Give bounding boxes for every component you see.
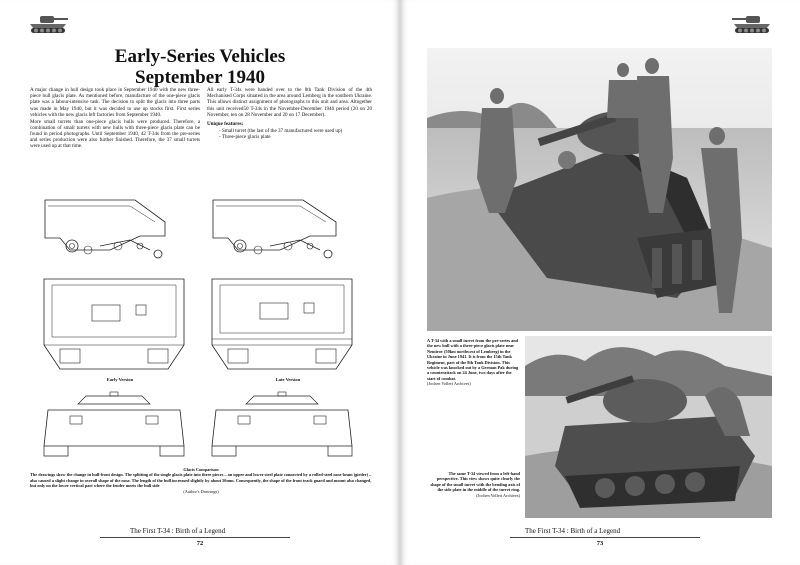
late-side-drawing xyxy=(208,188,348,270)
feature-item: - Three-piece glacis plate xyxy=(219,134,372,140)
label-late-version: Late Version xyxy=(275,377,301,382)
caption-credit: (Author's Drawings) xyxy=(183,488,219,494)
right-page xyxy=(400,0,800,565)
drawing-caption xyxy=(30,467,372,494)
caption-1-credit: (Jochen Vollert Archives) xyxy=(427,381,471,387)
title-line-1: Early-Series Vehicles xyxy=(114,46,286,67)
title-line-2: September 1940 xyxy=(135,67,265,88)
label-early-version: Early Version xyxy=(106,377,134,382)
early-side-drawing xyxy=(40,188,180,270)
caption-1-text: A T-34 with a small turret from the pre-series and the new hull with a three-piece glacis plate near Nemirov (50km northwest of Lemberg) in the Ukraine in June 1941. It is from the 15th Tank Regiment, part of the 8th Tank Division. This vehicle was knocked out by a German Pak during a counterattack on 24 June, two days after the start of combat. xyxy=(427,338,519,381)
features-list xyxy=(207,128,372,140)
late-lower-drawing xyxy=(208,390,356,460)
footer-rule xyxy=(510,537,700,538)
paragraph: All early T-34s were handed over to the 8th Tank Division of the 4th Mechanised Corps situated in the area around Lemberg in the southern Ukraine. This allows distinct assignment of photographs to this unit and area. Altogether this unit received50 T-34s in the November-December 1940 period (20 on 20 November, ten on 28 November and 20 on 17 December). xyxy=(207,87,372,118)
caption-title: Glacis Comparison xyxy=(183,467,219,472)
features-heading: Unique features: xyxy=(207,121,244,128)
late-front-drawing xyxy=(208,275,356,373)
running-title: The First T-34 : Birth of a Legend xyxy=(525,527,621,535)
caption-2-credit: (Jochen Vollert Archives) xyxy=(476,492,520,498)
photo-caption-1 xyxy=(427,338,520,387)
photo-caption-2 xyxy=(427,471,520,498)
early-front-drawing xyxy=(40,275,188,373)
tank-logo-icon xyxy=(730,12,774,36)
feature-item: - Small turret (the last of the 37 manufactured were used up) xyxy=(219,128,372,134)
text-column-2 xyxy=(207,87,372,140)
paragraph: More small turrets than one-piece glacis hulls were produced. Therefore, a combination of small turrets with new hulls with three-piece glacis plate can be found in period photographs. Until September 1940, 42 T-34s from the pre-series and series production were also further finished. Therefore, the 37 small turrets were used up at that time. xyxy=(30,118,200,150)
footer-rule xyxy=(100,537,290,538)
paragraph: A major change in hull design took place in September 1940 with the new three-piece hull glacis plate. As mentioned before, manufacture of the one-piece glacis plate was a labour-intensive task. The decision to split the glacis into three parts was made in May 1940, but it was decided to use up stocks first. First series vehicles with the new glacis left factories from September 1940. xyxy=(30,87,200,118)
early-lower-drawing xyxy=(40,390,188,460)
tank-logo-icon xyxy=(26,12,70,36)
page-number: 72 xyxy=(196,540,204,547)
text-column-1 xyxy=(30,87,200,150)
page-title xyxy=(100,46,300,88)
photo-tank-with-soldiers xyxy=(427,48,772,331)
caption-body: The drawings show the change in hull-front design. The splitting of the single glacis plate into three pieces – an upper and lower steel plate connected by a rolled-steel nose beam (girder) – also caused a slight change in overall shape of the nose. The length of the hull increased slightly by about 50mm. Consequently, the shape of the front track guard and mount also changed, but only on the lower vertical part where the fender meets the hull side xyxy=(30,472,372,489)
running-title: The First T-34 : Birth of a Legend xyxy=(130,527,226,535)
photo-tank-left-view xyxy=(525,336,772,518)
caption-2-text: The same T-34 viewed from a left-hand perspective. This view shows quite clearly the shape of the small turret with the bending axis of the side plate in the middle of the turret ring. xyxy=(430,471,520,493)
page-number: 73 xyxy=(596,540,604,547)
